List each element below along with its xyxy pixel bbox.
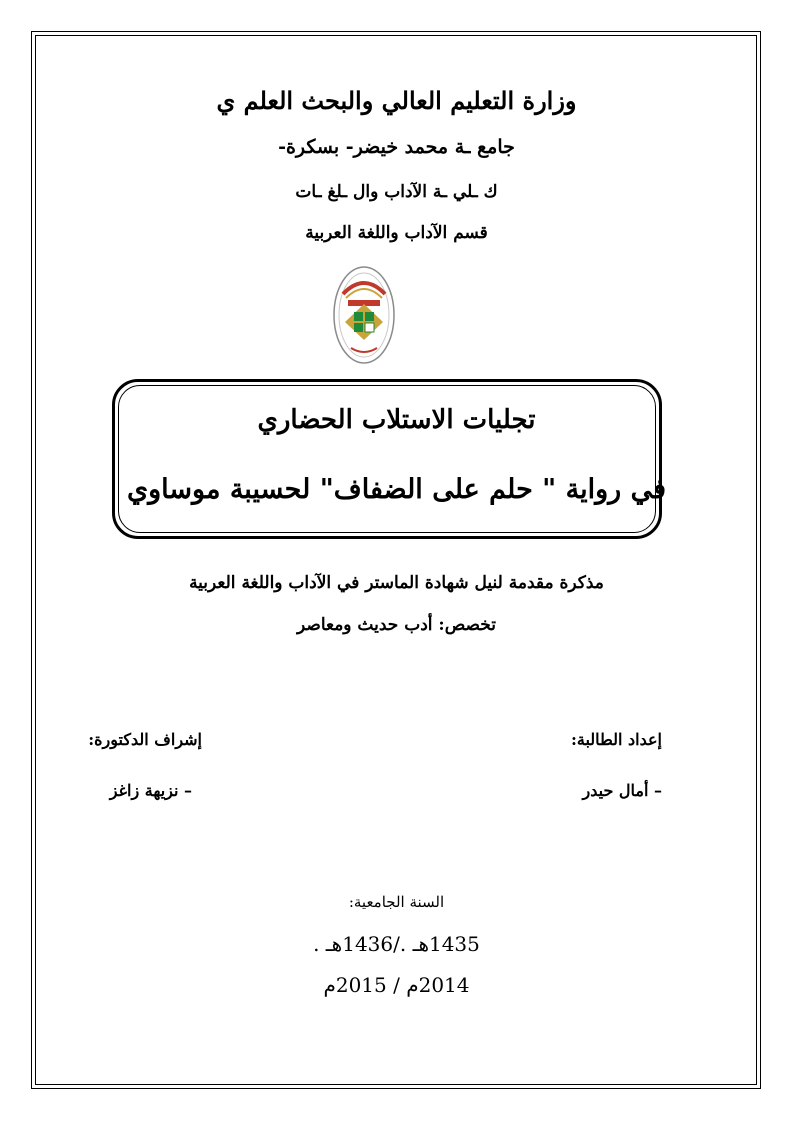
supervisor-label: إشراف الدكتورة: [88, 730, 202, 749]
academic-year-label: السنة الجامعية: [348, 893, 445, 911]
academic-year-hijri: 1435هـ ./1436هـ . [313, 932, 480, 956]
student-name: – أمال حيدر [582, 781, 662, 800]
thesis-title-line-2: في رواية " حلم على الضفاف" لحسيبة موساوي [126, 474, 667, 505]
university-seal-icon [331, 264, 397, 366]
academic-year-gregorian: 2014م / 2015م [323, 973, 470, 997]
thesis-title-line-1: تجليات الاستلاب الحضاري [257, 405, 536, 435]
student-label: إعداد الطالبة: [570, 730, 662, 749]
department-heading: قسم الآداب واللغة العربية [305, 223, 488, 243]
university-heading: جامع ـة محمد خيضر- بسكرة- [278, 136, 515, 158]
thesis-purpose: مذكرة مقدمة لنيل شهادة الماستر في الآداب واللغة العربية [189, 573, 604, 593]
thesis-specialty: تخصص: أدب حديث ومعاصر [297, 615, 496, 635]
ministry-heading: وزارة التعليم العالي والبحث العلم ي [216, 86, 577, 115]
supervisor-name: – نزيهة زاغز [109, 781, 192, 800]
faculty-heading: ك ـلي ـة الآداب وال ـلغ ـات [295, 182, 498, 202]
